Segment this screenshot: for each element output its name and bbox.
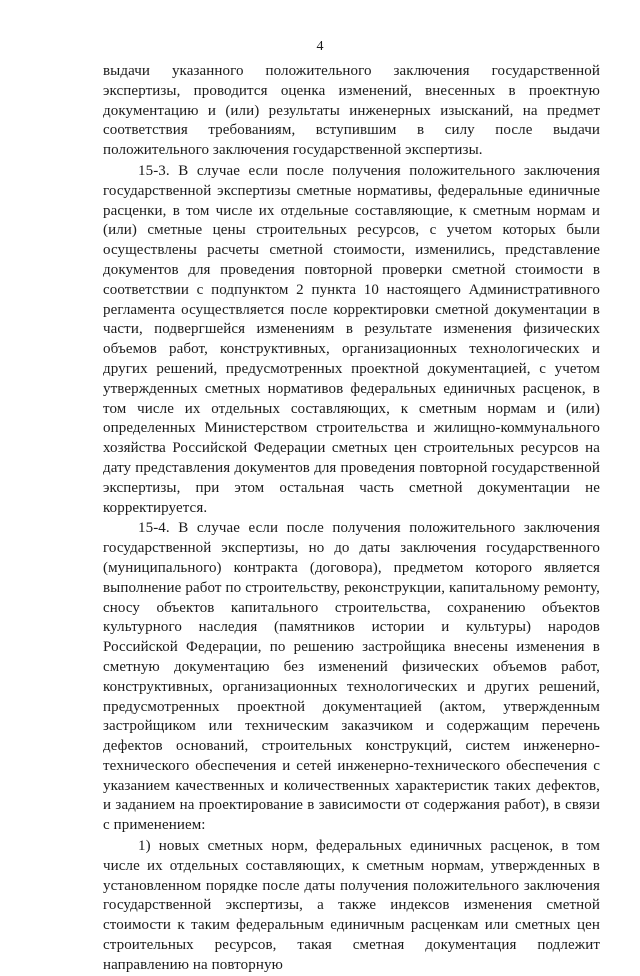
page-number: 4 (316, 39, 324, 54)
paragraph-list-item-1: 1) новых сметных норм, федеральных единичных расценок, в том числе их отдельных составляющих, к сметным нормам, утвержденных в установленном порядке после даты получения положительного заключения государственной экспертизы, а также индексов изменения сметной стоимости к таким федеральным единичным расценкам или сметных цен строительных ресурсов, такая сметная документация подлежит направлению на повторную (103, 838, 600, 973)
paragraph-15-4: 15-4. В случае если после получения положительного заключения государственной экспертизы, но до даты заключения государственного (муниципального) контракта (договора), предметом которого является выполнение работ по строительству, реконструкции, капитальному ремонту, сносу объектов капитального строительства, сохранению объектов культурного наследия (памятников истории и культуры) народов Российской Федерации, по решению застройщика внесены изменения в сметную документацию без изменений физических объемов работ, конструктивных, организационных технологических и других решений, предусмотренных проектной документацией (актом, утвержденным застройщиком или техническим заказчиком и содержащим перечень дефектов оснований, строительных конструкций, систем инженерно-технического обеспечения и сетей инженерно-технического обеспечения с указанием качественных и количественных характеристик таких дефектов, и заданием на проектирование в зависимости от содержания работ), в связи с применением: (103, 520, 600, 834)
paragraph-continuation: выдачи указанного положительного заключения государственной экспертизы, проводится оценка изменений, внесенных в проектную документацию и (или) результаты инженерных изысканий, на предмет соответствия требованиям, вступившим в силу после выдачи положительного заключения государственной экспертизы. (103, 63, 600, 159)
paragraph-15-3: 15-3. В случае если после получения положительного заключения государственной экспертизы сметные нормативы, федеральные единичные расценки, в том числе их отдельные составляющие, к сметным нормам и (или) сметные цены строительных ресурсов, с учетом которых были осуществлены расчеты сметной стоимости, изменились, представление документов для проведения повторной проверки сметной стоимости в соответствии с подпунктом 2 пункта 10 настоящего Административного регламента осуществляется после корректировки сметной документации в части, подвергшейся изменениям в результате изменения физических объемов работ, конструктивных, организационных технологических и других решений, предусмотренных проектной документацией, с учетом утвержденных сметных нормативов федеральных единичных расценок, в том числе их отдельных составляющих, к сметным нормам и (или) определенных Министерством строительства и жилищно-коммунального хозяйства Российской Федерации сметных цен строительных ресурсов на дату представления документов для проведения повторной государственной экспертизы, при этом остальная часть сметной документации не корректируется. (103, 162, 600, 516)
document-body (103, 62, 600, 976)
